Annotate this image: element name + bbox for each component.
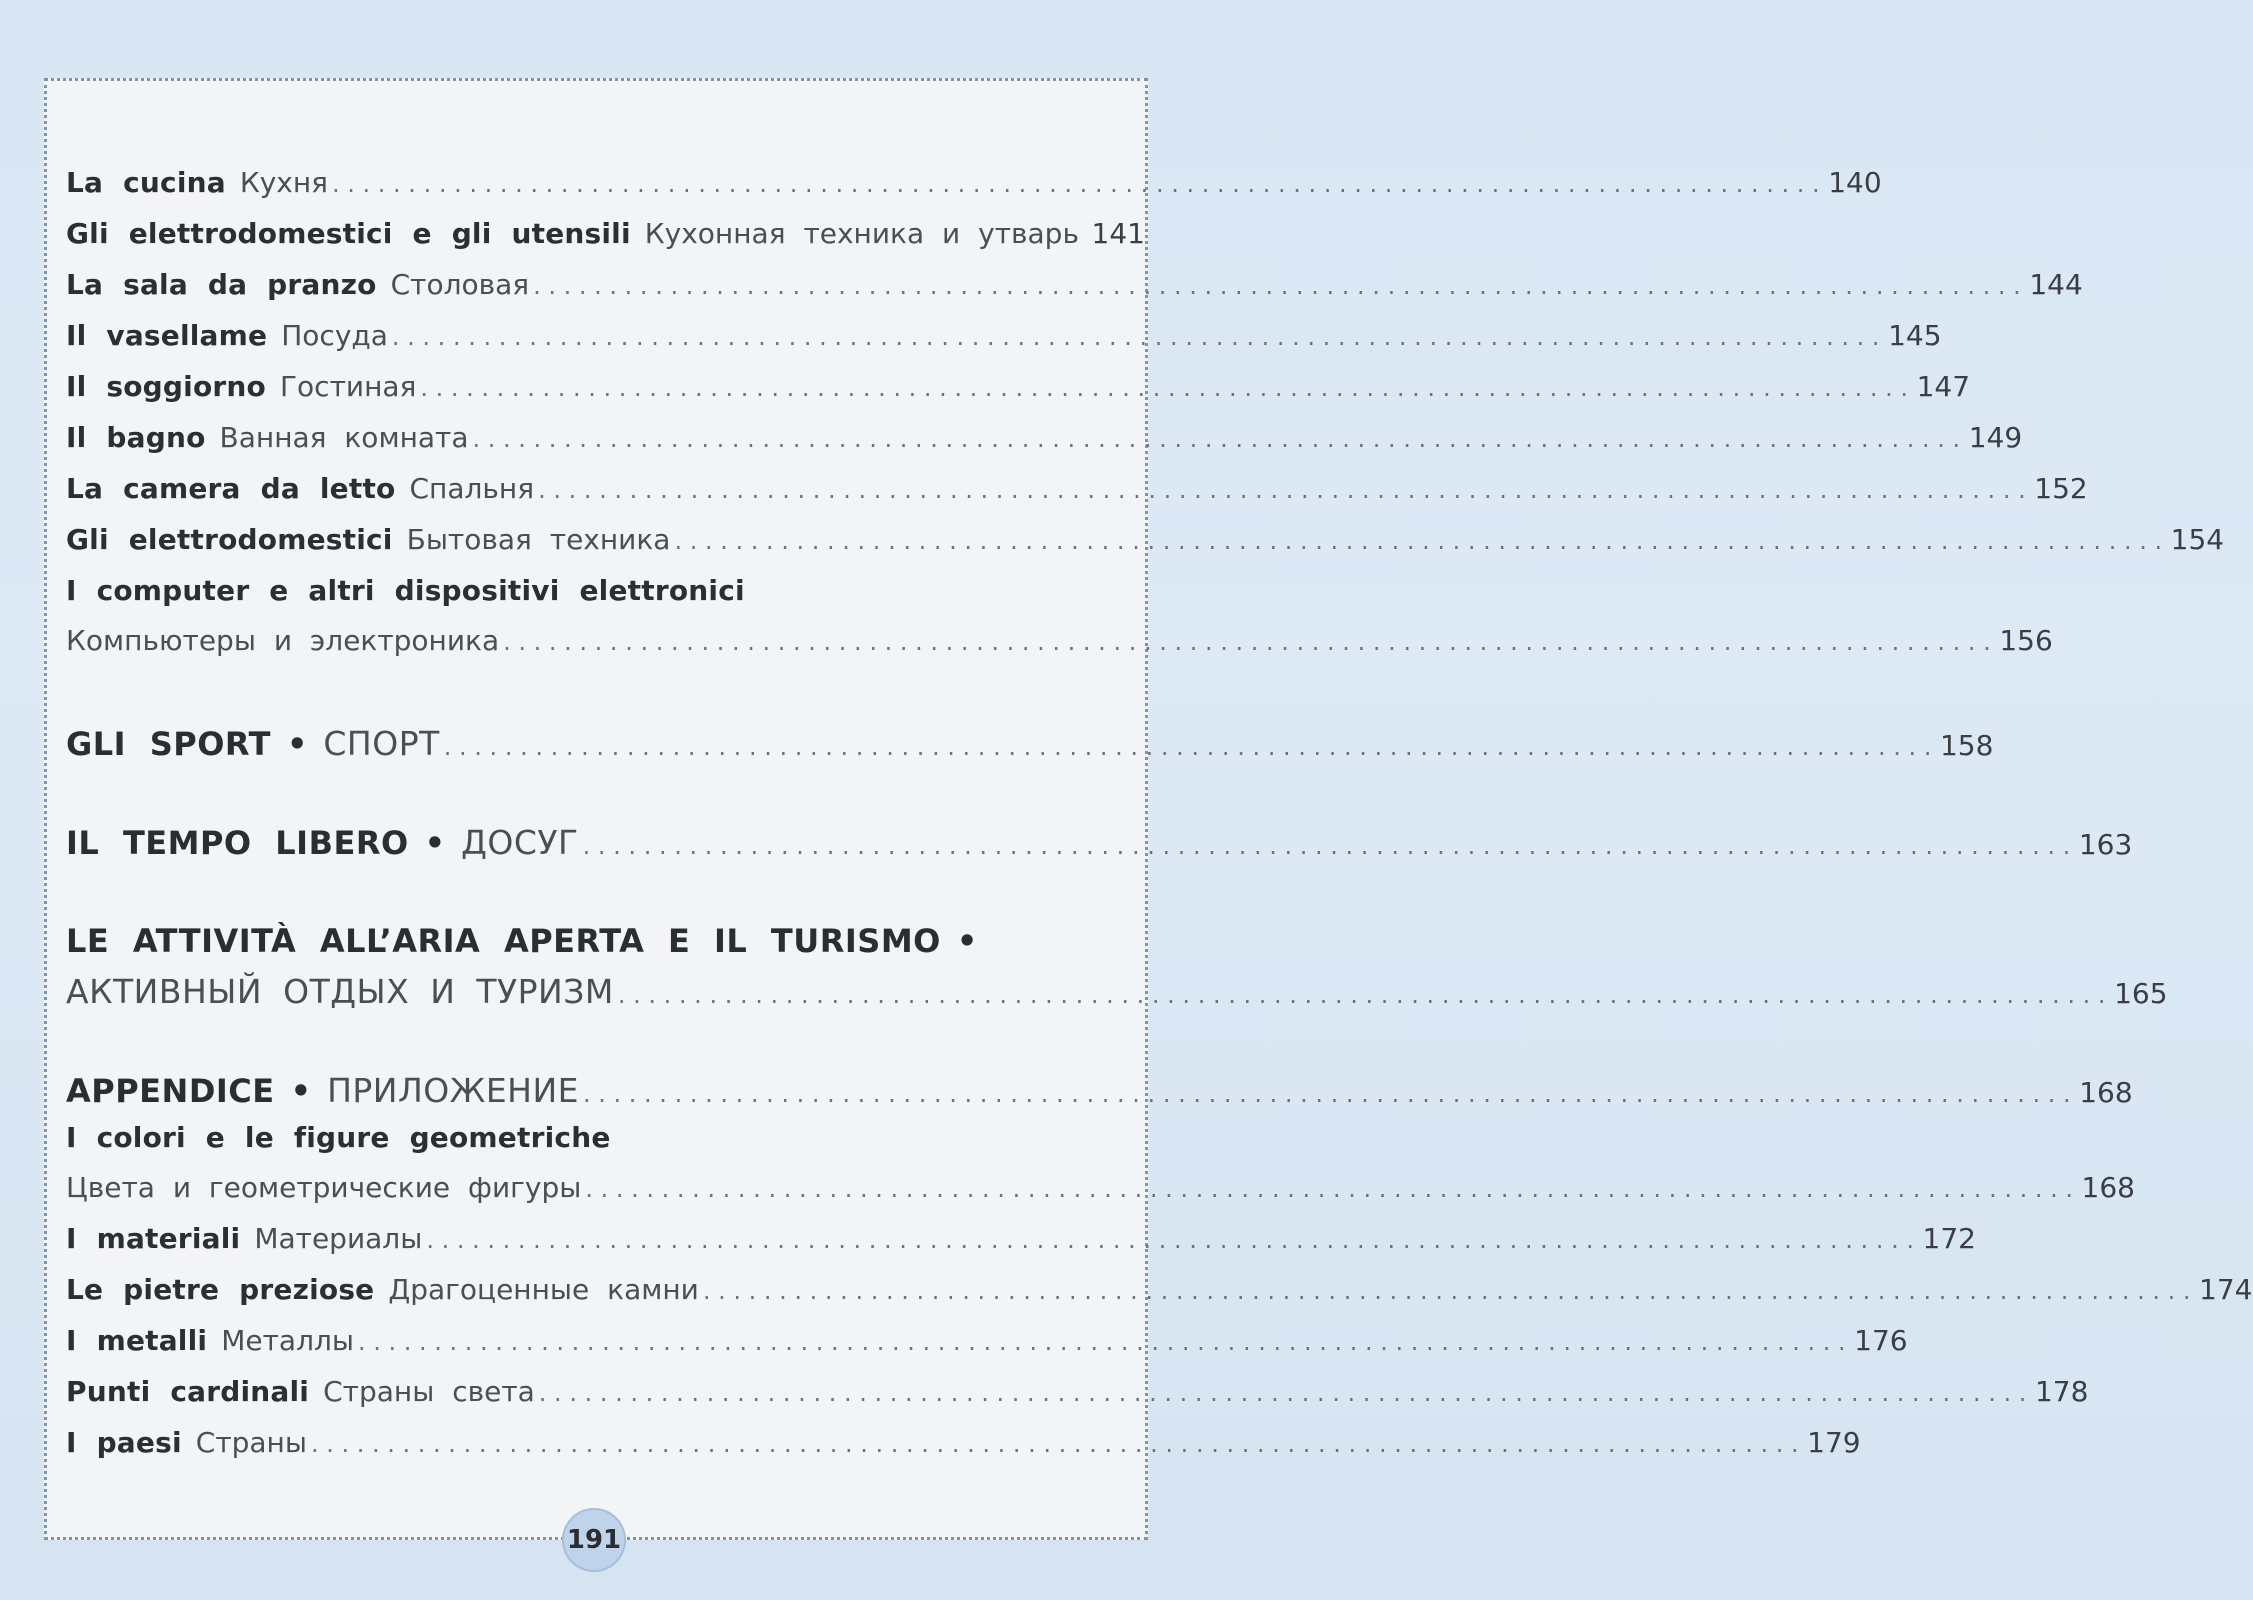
toc-entry[interactable]	[66, 624, 2053, 675]
section-title-ru: СПОРТ	[323, 724, 440, 763]
entry-title-ru: Компьютеры и электроника	[66, 624, 500, 657]
entry-title-it: La cucina	[66, 166, 226, 199]
dot-leader	[444, 733, 1932, 761]
toc-entry-heading[interactable]	[66, 574, 1118, 624]
toc-entry[interactable]	[66, 472, 2088, 523]
entry-page-number: 154	[2170, 523, 2225, 556]
dot-leader	[358, 1328, 1846, 1356]
dot-leader	[583, 832, 2071, 860]
dot-leader	[585, 1175, 2073, 1203]
entry-page-number: 179	[1807, 1426, 1861, 1459]
section-title-ru: ДОСУГ	[461, 823, 579, 862]
entry-page-number: 140	[1828, 166, 1882, 199]
entry-page-number: 145	[1888, 319, 1942, 352]
section-title-it: GLI SPORT	[66, 725, 271, 763]
entry-page-number: 168	[2081, 1171, 2135, 1204]
entry-title-ru: Страны	[195, 1426, 307, 1459]
section-page-number: 168	[2079, 1076, 2133, 1109]
entry-title-it: I metalli	[66, 1324, 208, 1357]
entry-page-number: 176	[1854, 1324, 1908, 1357]
section-tempo-libero[interactable]	[66, 823, 2133, 873]
bullet-separator: •	[956, 922, 978, 960]
page-number-badge: 191	[562, 1508, 626, 1572]
entry-page-number: 144	[2029, 268, 2083, 301]
entry-title-it: I paesi	[66, 1426, 182, 1459]
entry-page-number: 147	[1916, 370, 1971, 403]
toc-entry[interactable]	[66, 1375, 2089, 1426]
entry-title-ru: Драгоценные камни	[388, 1273, 699, 1306]
section-appendice[interactable]	[66, 1071, 2133, 1121]
section-attivita[interactable]	[66, 922, 1118, 972]
toc-entry[interactable]	[66, 1273, 2253, 1324]
dot-leader	[311, 1430, 1799, 1458]
entry-title-it: Il vasellame	[66, 319, 268, 352]
dot-leader	[533, 272, 2021, 300]
dot-leader	[332, 170, 1820, 198]
table-of-contents	[66, 166, 2253, 1477]
entry-title-ru: Кухонная техника и утварь	[644, 217, 1079, 250]
toc-entry[interactable]	[66, 1426, 1861, 1477]
toc-entry[interactable]	[66, 370, 1971, 421]
dot-leader	[426, 1226, 1914, 1254]
section-page-number: 158	[1939, 729, 1994, 762]
entry-title-ru: Металлы	[221, 1324, 354, 1357]
entry-title-ru: Спальня	[409, 472, 535, 505]
entry-title-it: Gli elettrodomestici e gli utensili	[66, 217, 631, 250]
entry-title-ru: Гостиная	[279, 370, 417, 403]
toc-entry[interactable]	[66, 217, 1145, 268]
toc-entry-heading[interactable]	[66, 1121, 1118, 1171]
entry-title-ru: Материалы	[254, 1222, 423, 1255]
bullet-separator: •	[286, 725, 308, 763]
toc-entry[interactable]	[66, 421, 2023, 472]
entry-title-ru: Бытовая техника	[406, 523, 671, 556]
entry-title-it: I computer e altri dispositivi elettronici	[66, 574, 745, 607]
entry-title-it: Le pietre preziose	[66, 1273, 375, 1306]
entry-page-number: 156	[1999, 624, 2053, 657]
section-attivita-ru[interactable]	[66, 972, 2168, 1022]
entry-title-ru: Посуда	[281, 319, 388, 352]
entry-title-ru: Столовая	[390, 268, 530, 301]
entry-page-number: 174	[2199, 1273, 2253, 1306]
entry-title-it: Gli elettrodomestici	[66, 523, 393, 556]
bullet-separator: •	[290, 1072, 312, 1110]
dot-leader	[674, 527, 2162, 555]
section-title-it: LE ATTIVITÀ ALL’ARIA APERTA E IL TURISMO	[66, 922, 941, 960]
entry-title-it: I colori e le figure geometriche	[66, 1121, 611, 1154]
dot-leader	[503, 628, 1991, 656]
toc-entry[interactable]	[66, 268, 2083, 319]
entry-page-number: 152	[2034, 472, 2088, 505]
toc-entry[interactable]	[66, 319, 1942, 370]
toc-entry[interactable]	[66, 1222, 1976, 1273]
section-title-ru: АКТИВНЫЙ ОТДЫХ И ТУРИЗМ	[66, 972, 614, 1011]
entry-page-number: 178	[2034, 1375, 2089, 1408]
section-title-it: APPENDICE	[66, 1072, 275, 1110]
dot-leader	[618, 981, 2106, 1009]
dot-leader	[392, 323, 1880, 351]
section-sport[interactable]	[66, 724, 1994, 774]
entry-title-ru: Кухня	[239, 166, 329, 199]
section-title-ru: ПРИЛОЖЕНИЕ	[327, 1071, 580, 1110]
entry-title-it: I materiali	[66, 1222, 241, 1255]
entry-title-ru: Цвета и геометрические фигуры	[66, 1171, 582, 1204]
dot-leader	[703, 1277, 2191, 1305]
toc-entry[interactable]	[66, 1324, 1908, 1375]
entry-page-number: 141	[1091, 217, 1145, 250]
toc-entry[interactable]	[66, 1171, 2135, 1222]
dot-leader	[473, 425, 1961, 453]
toc-entry[interactable]	[66, 166, 1882, 217]
dot-leader	[583, 1080, 2071, 1108]
entry-title-it: La sala da pranzo	[66, 268, 377, 301]
dot-leader	[539, 1379, 2027, 1407]
entry-title-ru: Ванная комната	[219, 421, 469, 454]
dot-leader	[420, 374, 1908, 402]
toc-entry[interactable]	[66, 523, 2225, 574]
entry-title-ru: Страны света	[323, 1375, 535, 1408]
entry-page-number: 149	[1968, 421, 2023, 454]
entry-title-it: La camera da letto	[66, 472, 396, 505]
entry-title-it: Il bagno	[66, 421, 206, 454]
section-title-it: IL TEMPO LIBERO	[66, 824, 409, 862]
entry-title-it: Punti cardinali	[66, 1375, 310, 1408]
bullet-separator: •	[424, 824, 446, 862]
section-page-number: 163	[2078, 828, 2133, 861]
dot-leader	[538, 476, 2026, 504]
entry-title-it: Il soggiorno	[66, 370, 266, 403]
section-page-number: 165	[2114, 977, 2168, 1010]
entry-page-number: 172	[1922, 1222, 1976, 1255]
